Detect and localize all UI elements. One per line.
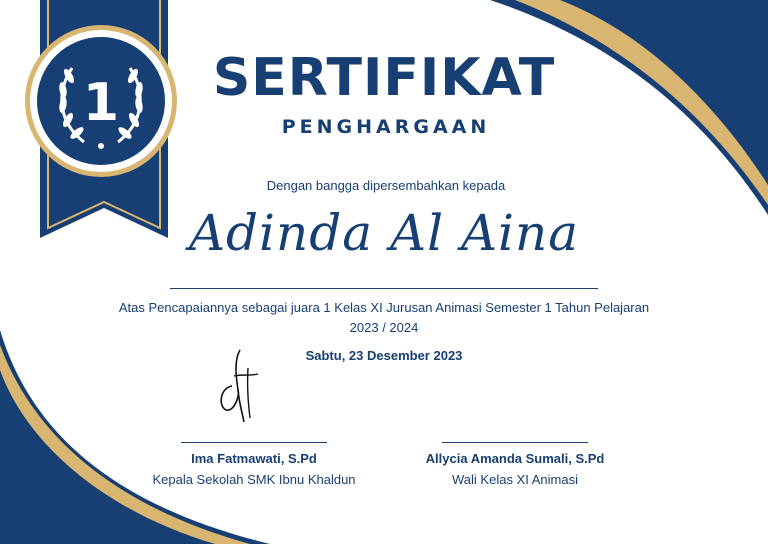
certificate-title: SERTIFIKAT	[212, 48, 556, 108]
achievement-line-2: 2023 / 2024	[349, 320, 419, 335]
signatory-name: Allycia Amanda Sumali, S.Pd	[425, 451, 605, 466]
signatory-right	[385, 442, 645, 487]
certificate-subtitle: PENGHARGAAN	[281, 116, 491, 138]
handwritten-signature	[214, 346, 264, 424]
signatory-role: Wali Kelas XI Animasi	[452, 471, 578, 487]
signatory-left	[124, 442, 384, 487]
presented-to-text: Dengan bangga dipersembahkan kepada	[266, 178, 506, 193]
certificate-date: Sabtu, 23 Desember 2023	[305, 348, 463, 363]
achievement-text	[0, 298, 768, 338]
achievement-line-1: Atas Pencapaiannya sebagai juara 1 Kelas XI Jurusan Animasi Semester 1 Tahun Pelajaran	[118, 300, 650, 315]
signatory-role: Kepala Sekolah SMK Ibnu Khaldun	[152, 471, 356, 487]
rank-number: 1	[82, 73, 120, 133]
recipient-name: Adinda Al Aina	[188, 204, 580, 262]
name-underline	[170, 288, 598, 289]
signatory-name: Ima Fatmawati, S.Pd	[191, 451, 317, 466]
signature-line	[442, 442, 588, 443]
signature-line	[181, 442, 327, 443]
